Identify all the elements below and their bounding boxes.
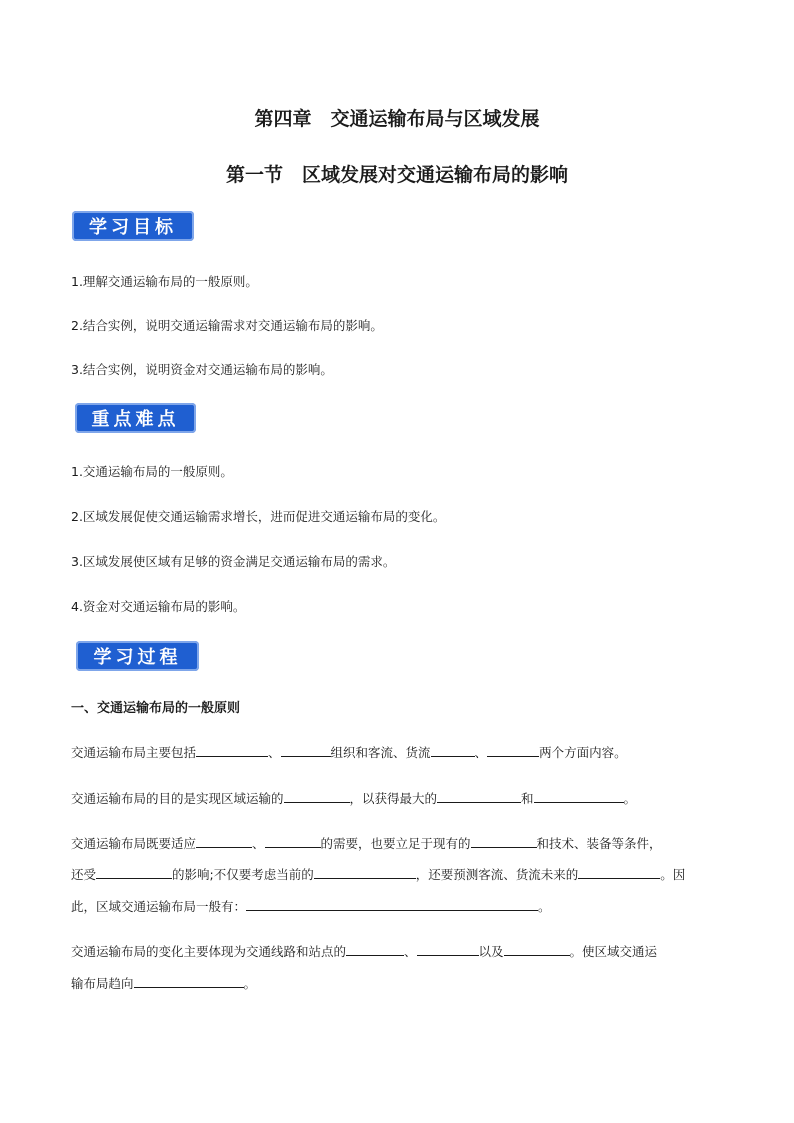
text-segment: 、 xyxy=(252,836,265,851)
answer-blank[interactable] xyxy=(346,941,404,956)
key-point-item: 1.交通运输布局的一般原则。 xyxy=(71,464,233,479)
text-segment: 的需要，也要立足于现有的 xyxy=(320,836,471,851)
text-segment: 。 xyxy=(623,791,637,806)
fill-in-paragraph-3b xyxy=(71,864,685,883)
text-segment: 组织和客流、货流 xyxy=(330,745,431,760)
section-title: 第一节 区域发展对交通运输布局的影响 xyxy=(225,164,568,186)
text-segment: 、 xyxy=(474,745,488,760)
key-point-item: 3.区域发展使区域有足够的资金满足交通运输布局的需求。 xyxy=(71,554,396,569)
text-segment: 。 xyxy=(538,899,551,914)
fill-in-paragraph-2 xyxy=(71,788,636,807)
text-segment: 以及 xyxy=(478,944,504,959)
fill-in-paragraph-3c xyxy=(71,896,551,915)
text-segment: 交通运输布局的目的是实现区域运输的 xyxy=(71,791,284,806)
answer-blank[interactable] xyxy=(431,742,475,757)
text-segment: ，以获得最大的 xyxy=(349,791,438,806)
text-segment: 和 xyxy=(521,791,534,806)
text-segment: 和技术、装备等条件， xyxy=(536,836,662,851)
answer-blank[interactable] xyxy=(437,788,521,803)
objectives-badge: 学习目标 xyxy=(72,211,194,241)
chapter-title: 第四章 交通运输布局与区域发展 xyxy=(254,108,540,130)
process-badge: 学习过程 xyxy=(76,641,199,671)
text-segment: 还受 xyxy=(71,867,97,882)
fill-in-paragraph-3a xyxy=(71,833,662,852)
fill-in-paragraph-4a xyxy=(71,941,657,960)
answer-blank[interactable] xyxy=(534,788,624,803)
objective-item: 2.结合实例，说明交通运输需求对交通运输布局的影响。 xyxy=(71,318,383,333)
key-point-item: 4.资金对交通运输布局的影响。 xyxy=(71,599,246,614)
fill-in-paragraph-1 xyxy=(71,742,627,761)
objective-item: 1.理解交通运输布局的一般原则。 xyxy=(71,274,258,289)
answer-blank[interactable] xyxy=(196,833,252,848)
answer-blank[interactable] xyxy=(504,941,570,956)
text-segment: 。 xyxy=(243,976,257,991)
text-segment: 输布局趋向 xyxy=(71,976,134,991)
text-segment: 交通运输布局主要包括 xyxy=(71,745,197,760)
answer-blank[interactable] xyxy=(134,973,244,988)
answer-blank[interactable] xyxy=(246,896,538,911)
text-segment: 此，区域交通运输布局一般有： xyxy=(71,899,247,914)
key-points-badge: 重点难点 xyxy=(75,403,196,433)
answer-blank[interactable] xyxy=(284,788,350,803)
text-segment: 。使区域交通运 xyxy=(569,944,658,959)
answer-blank[interactable] xyxy=(196,742,268,757)
fill-in-paragraph-4b xyxy=(71,973,256,992)
key-point-item: 2.区域发展促使交通运输需求增长，进而促进交通运输布局的变化。 xyxy=(71,509,446,524)
text-segment: ，还要预测客流、货流未来的 xyxy=(415,867,579,882)
text-segment: 交通运输布局既要适应 xyxy=(71,836,197,851)
answer-blank[interactable] xyxy=(417,941,479,956)
text-segment: 、 xyxy=(268,745,281,760)
answer-blank[interactable] xyxy=(265,833,321,848)
answer-blank[interactable] xyxy=(487,742,539,757)
text-segment: 。因 xyxy=(660,867,686,882)
answer-blank[interactable] xyxy=(471,833,537,848)
text-segment: 的影响;不仅要考虑当前的 xyxy=(172,867,314,882)
answer-blank[interactable] xyxy=(281,742,331,757)
text-segment: 、 xyxy=(404,944,417,959)
section-heading: 一、交通运输布局的一般原则 xyxy=(71,701,241,716)
text-segment: 交通运输布局的变化主要体现为交通线路和站点的 xyxy=(71,944,347,959)
text-segment: 两个方面内容。 xyxy=(539,745,627,760)
answer-blank[interactable] xyxy=(314,864,416,879)
answer-blank[interactable] xyxy=(96,864,172,879)
objective-item: 3.结合实例，说明资金对交通运输布局的影响。 xyxy=(71,362,333,377)
answer-blank[interactable] xyxy=(578,864,660,879)
